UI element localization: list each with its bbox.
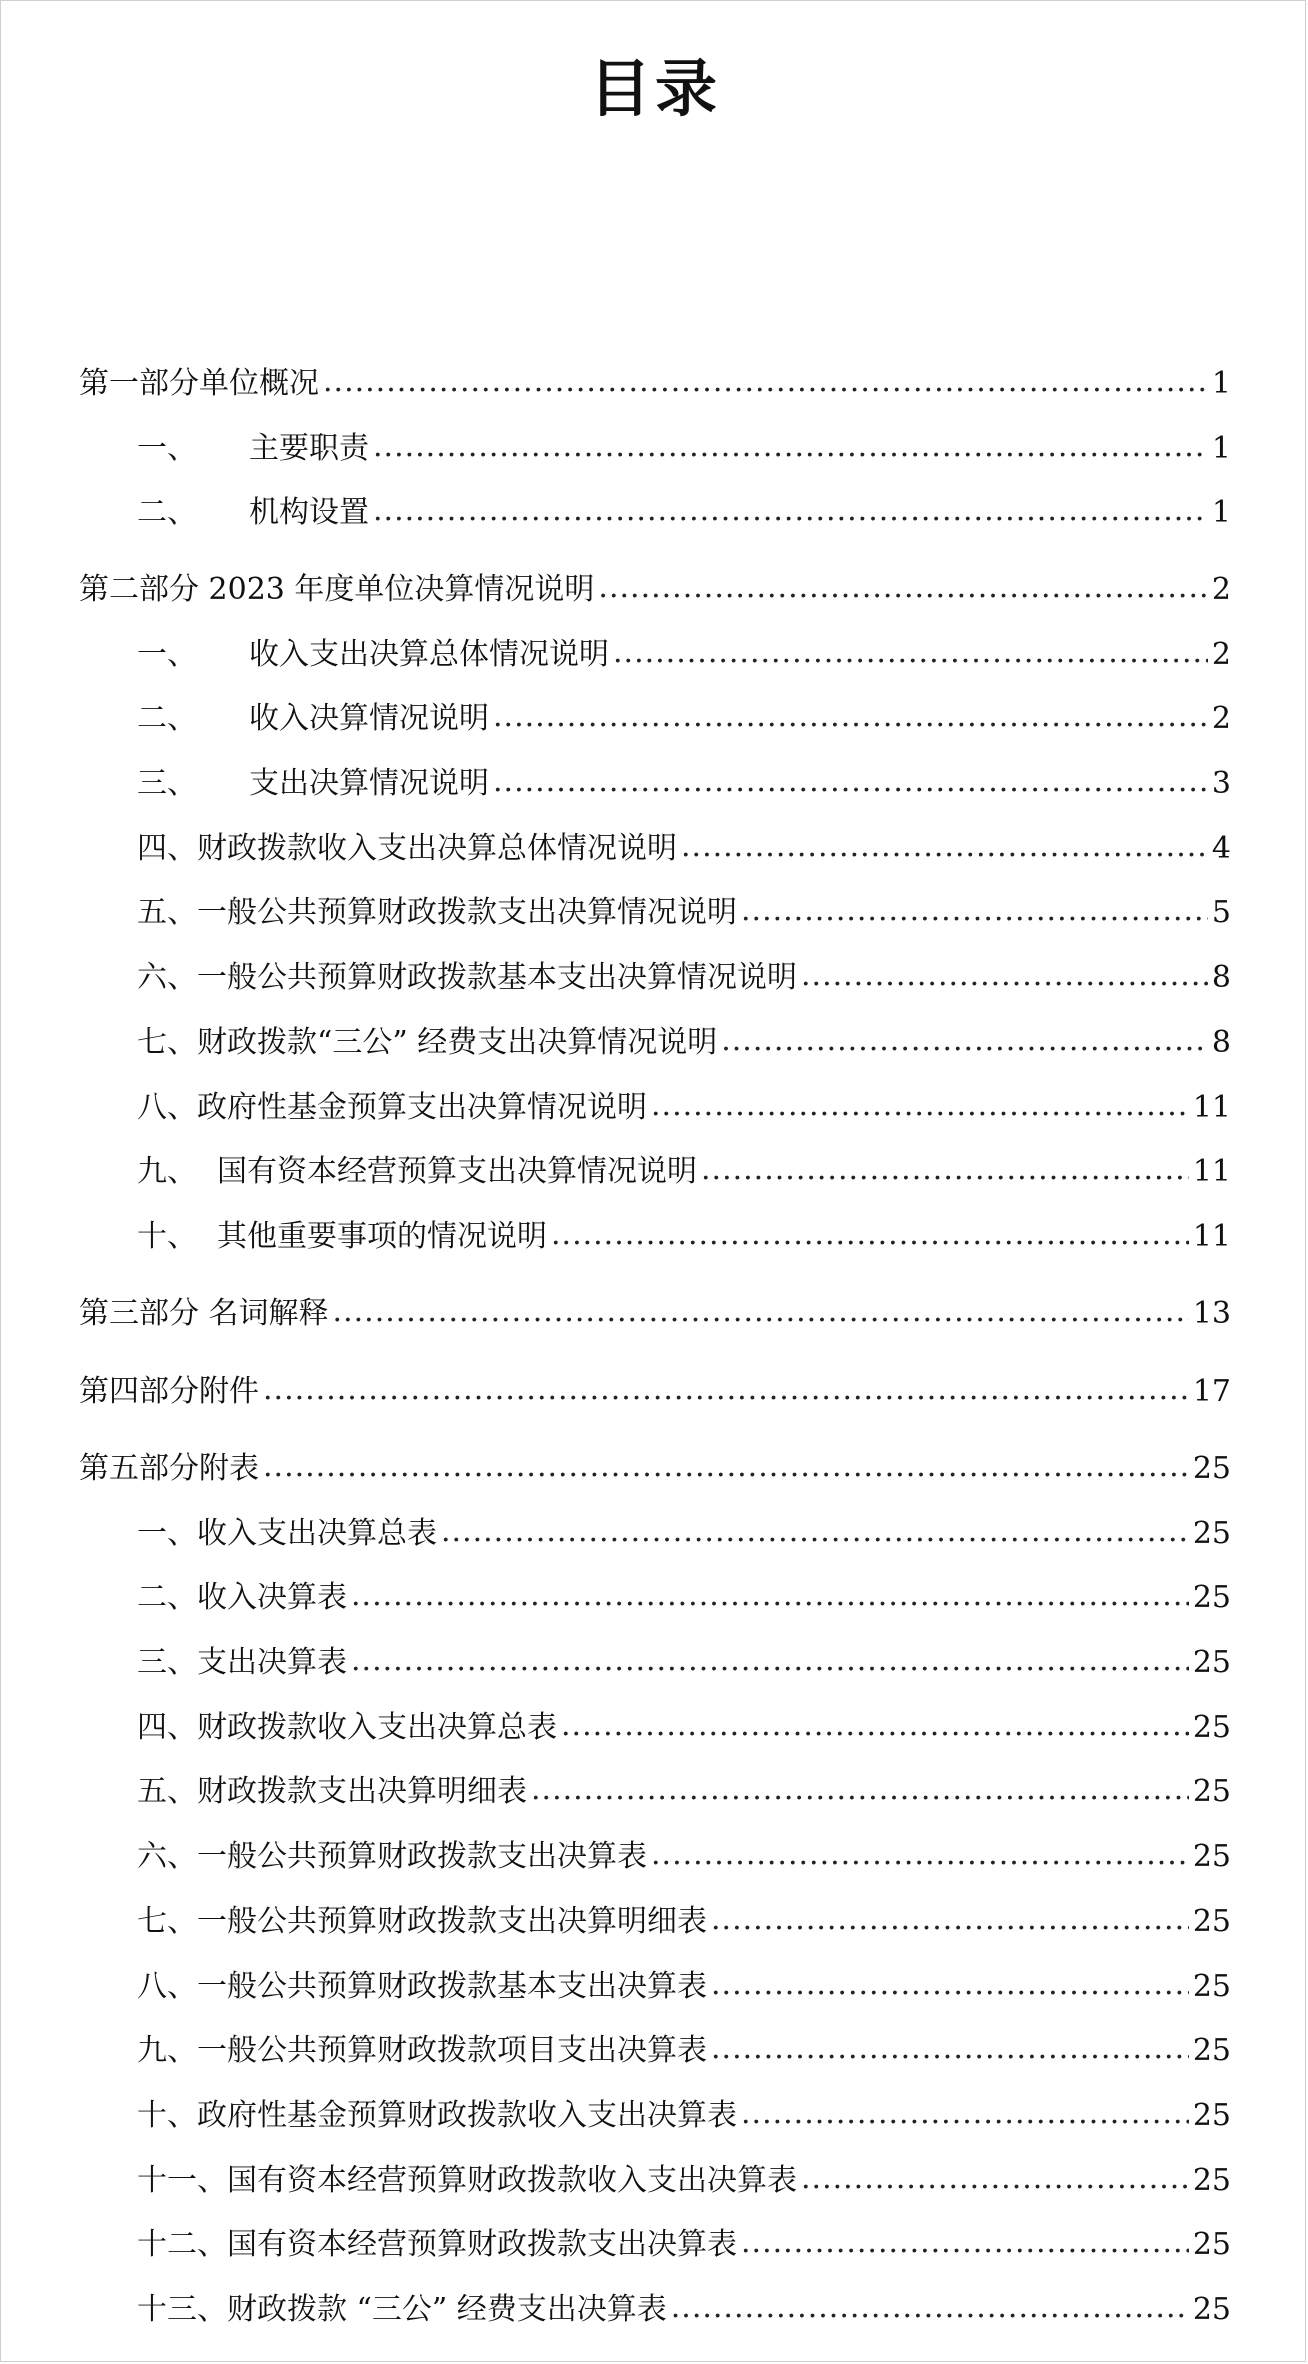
toc-page-number: 5	[1211, 895, 1231, 930]
toc-entry-text: 支出决算表	[197, 1645, 347, 1680]
toc-page-number: 1	[1211, 495, 1231, 530]
toc-page-number: 25	[1192, 2163, 1231, 2198]
toc-entry-label	[137, 1640, 347, 1686]
toc-entry-label	[137, 490, 369, 536]
toc-dot-leader	[711, 1962, 1189, 2008]
toc-entry-number: 十、	[137, 2098, 197, 2133]
toc-entry-text: 财政拨款支出决算明细表	[197, 1774, 527, 1809]
toc-page-number: 2	[1211, 701, 1231, 736]
toc-entry-number: 六、	[137, 960, 197, 995]
toc-entry-text: 财政拨款收入支出决算总体情况说明	[197, 831, 677, 866]
toc-page-number: 11	[1192, 1090, 1231, 1125]
toc-entry-number: 一、	[137, 1516, 197, 1551]
toc-entry-number: 三、	[137, 1645, 197, 1680]
toc-page-number: 25	[1192, 1774, 1231, 1809]
toc-dot-leader	[373, 424, 1208, 470]
toc-entry-label	[137, 761, 489, 807]
toc-entry-number: 八、	[137, 1090, 197, 1125]
toc-page-number: 25	[1192, 1904, 1231, 1939]
toc-entry-number: 九、	[137, 2033, 197, 2068]
toc-entry[interactable]	[79, 1369, 1231, 1415]
toc-entry-number: 一、	[137, 431, 197, 466]
toc-entry-label	[137, 2028, 707, 2074]
toc-entry-label	[137, 2093, 737, 2139]
toc-entry[interactable]	[137, 1834, 1231, 1880]
toc-entry-number: 一、	[137, 637, 197, 672]
toc-page-number: 1	[1211, 431, 1231, 466]
toc-dot-leader	[551, 1212, 1189, 1258]
toc-entry-text: 第一部分单位概况	[79, 366, 319, 401]
toc-entry[interactable]	[137, 1899, 1231, 1945]
toc-entry-number: 十、	[137, 1219, 197, 1254]
toc-entry-label	[79, 1446, 259, 1492]
toc-page-number: 25	[1192, 2292, 1231, 2327]
toc-entry[interactable]	[137, 632, 1231, 678]
toc-entry-text: 财政拨款收入支出决算总表	[197, 1710, 557, 1745]
toc-dot-leader	[323, 359, 1208, 405]
toc-entry[interactable]	[79, 361, 1231, 407]
toc-entry[interactable]	[79, 1446, 1231, 1492]
toc-dot-leader	[711, 1897, 1189, 1943]
toc-page-number: 2	[1211, 572, 1231, 607]
toc-entry-label	[137, 1214, 547, 1260]
toc-entry-label	[137, 955, 797, 1001]
toc-entry[interactable]	[137, 1214, 1231, 1260]
toc-entry-label	[137, 1020, 717, 1066]
toc-dot-leader	[741, 2220, 1189, 2266]
toc-entry-text: 第四部分附件	[79, 1374, 259, 1409]
toc-dot-leader	[263, 1444, 1189, 1490]
toc-entry-number: 四、	[137, 831, 197, 866]
toc-entry-label	[137, 1575, 347, 1621]
toc-entry-text: 第五部分附表	[79, 1451, 259, 1486]
toc-entry-label	[137, 1149, 697, 1195]
toc-entry-number: 十二、	[137, 2227, 227, 2262]
toc-entry-text: 政府性基金预算支出决算情况说明	[197, 1090, 647, 1125]
toc-page-number: 17	[1192, 1374, 1231, 1409]
toc-dot-leader	[351, 1638, 1189, 1684]
toc-entry-text: 第三部分 名词解释	[79, 1296, 329, 1331]
toc-entry-label	[79, 1369, 259, 1415]
toc-entry-text: 政府性基金预算财政拨款收入支出决算表	[197, 2098, 737, 2133]
toc-page-number: 25	[1192, 1710, 1231, 1745]
toc-entry-text: 收入决算表	[197, 1580, 347, 1615]
toc-entry[interactable]	[137, 826, 1231, 872]
toc-entry-number: 五、	[137, 895, 197, 930]
toc-entry-number: 二、	[137, 701, 197, 736]
toc-entry[interactable]	[137, 2028, 1231, 2074]
toc-entry[interactable]	[137, 2158, 1231, 2204]
toc-dot-leader	[493, 759, 1208, 805]
toc-dot-leader	[561, 1703, 1189, 1749]
toc-entry-label	[137, 426, 369, 472]
toc-entry-label	[137, 1769, 527, 1815]
toc-entry-text: 第二部分 2023 年度单位决算情况说明	[79, 572, 595, 607]
toc-entry[interactable]	[137, 890, 1231, 936]
toc-entry-text: 财政拨款 “三公” 经费支出决算表	[227, 2292, 667, 2327]
toc-entry-text: 一般公共预算财政拨款项目支出决算表	[197, 2033, 707, 2068]
toc-entry[interactable]	[79, 1291, 1231, 1337]
toc-dot-leader	[351, 1573, 1189, 1619]
toc-entry-number: 二、	[137, 1580, 197, 1615]
toc-entry[interactable]	[137, 2093, 1231, 2139]
toc-entry-number: 四、	[137, 1710, 197, 1745]
toc-dot-leader	[263, 1367, 1189, 1413]
toc-entry[interactable]	[137, 2287, 1231, 2333]
toc-entry-label	[137, 1964, 707, 2010]
page-title: 目录	[588, 52, 721, 125]
toc-dot-leader	[741, 2091, 1189, 2137]
toc-entry-label	[137, 1511, 437, 1557]
toc-dot-leader	[701, 1147, 1189, 1193]
toc-dot-leader	[531, 1767, 1189, 1813]
toc-entry-number: 九、	[137, 1154, 197, 1189]
toc-entry-text: 支出决算情况说明	[249, 766, 489, 801]
toc-entry[interactable]	[137, 955, 1231, 1001]
toc-entry[interactable]	[137, 1149, 1231, 1195]
toc-entry-number: 五、	[137, 1774, 197, 1809]
toc-entry-text: 一般公共预算财政拨款支出决算明细表	[197, 1904, 707, 1939]
toc-entry[interactable]	[137, 1085, 1231, 1131]
toc-dot-leader	[741, 888, 1208, 934]
toc-dot-leader	[441, 1509, 1189, 1555]
toc-dot-leader	[613, 630, 1208, 676]
toc-entry-label	[79, 567, 594, 613]
toc-entry-label	[137, 890, 737, 936]
toc-entry-text: 收入决算情况说明	[249, 701, 489, 736]
toc-dot-leader	[598, 565, 1207, 611]
toc-page-number: 25	[1192, 2033, 1231, 2068]
toc-entry[interactable]	[137, 1769, 1231, 1815]
toc-entry-number: 七、	[137, 1904, 197, 1939]
toc-entry[interactable]	[137, 761, 1231, 807]
toc-entry[interactable]	[137, 1020, 1231, 1066]
toc-page-number: 25	[1192, 2098, 1231, 2133]
toc-entry-label	[79, 361, 319, 407]
toc-entry-label	[137, 1705, 557, 1751]
toc-page-number: 25	[1192, 1645, 1231, 1680]
toc-entry[interactable]	[79, 567, 1231, 613]
toc-entry-text: 一般公共预算财政拨款基本支出决算表	[197, 1969, 707, 2004]
toc-page-number: 25	[1192, 1969, 1231, 2004]
toc-page-number: 11	[1192, 1154, 1231, 1189]
toc-entry-label	[137, 1834, 647, 1880]
toc-entry-text: 主要职责	[249, 431, 369, 466]
toc-entry-text: 一般公共预算财政拨款基本支出决算情况说明	[197, 960, 797, 995]
toc-entry[interactable]	[137, 1705, 1231, 1751]
toc-dot-leader	[493, 694, 1208, 740]
toc-entry[interactable]	[137, 1964, 1231, 2010]
toc-entry-label	[137, 2287, 667, 2333]
toc-entry-text: 一般公共预算财政拨款支出决算表	[197, 1839, 647, 1874]
toc-entry-label	[137, 632, 609, 678]
toc-entry-label	[137, 696, 489, 742]
toc-page-number: 25	[1192, 1451, 1231, 1486]
toc-entry[interactable]	[137, 490, 1231, 536]
toc-entry-number: 十三、	[137, 2292, 227, 2327]
toc-page-number: 4	[1211, 831, 1231, 866]
toc-page-number: 11	[1192, 1219, 1231, 1254]
toc-page-number: 1	[1211, 366, 1231, 401]
toc-entry-text: 机构设置	[249, 495, 369, 530]
toc-entry-text: 财政拨款“三公” 经费支出决算情况说明	[197, 1025, 718, 1060]
toc-entry[interactable]	[137, 2222, 1231, 2268]
toc-page-number: 25	[1192, 1839, 1231, 1874]
toc-page-number: 25	[1192, 2227, 1231, 2262]
toc-page-number: 8	[1211, 960, 1231, 995]
toc-page-number: 8	[1211, 1025, 1231, 1060]
toc-dot-leader	[333, 1289, 1189, 1335]
toc-entry-number: 十一、	[137, 2163, 227, 2198]
toc-entry-label	[137, 2158, 797, 2204]
toc-entry[interactable]	[137, 1640, 1231, 1686]
toc-entry-label	[137, 1899, 707, 1945]
toc-entry-text: 国有资本经营预算财政拨款支出决算表	[227, 2227, 737, 2262]
toc-entry-number: 七、	[137, 1025, 197, 1060]
toc-dot-leader	[681, 824, 1208, 870]
toc-page-number: 25	[1192, 1516, 1231, 1551]
toc-entry-text: 国有资本经营预算财政拨款收入支出决算表	[227, 2163, 797, 2198]
toc-entry-label	[137, 1085, 647, 1131]
toc-dot-leader	[651, 1083, 1189, 1129]
toc-entry-label	[137, 2222, 737, 2268]
toc-entry[interactable]	[137, 426, 1231, 472]
toc-dot-leader	[711, 2026, 1189, 2072]
toc-dot-leader	[801, 953, 1208, 999]
toc-entry-number: 六、	[137, 1839, 197, 1874]
toc-dot-leader	[801, 2156, 1189, 2202]
toc-entry[interactable]	[137, 1511, 1231, 1557]
toc-dot-leader	[671, 2285, 1189, 2331]
toc-dot-leader	[651, 1832, 1189, 1878]
toc-entry-label	[79, 1291, 329, 1337]
toc-entry-text: 收入支出决算总体情况说明	[249, 637, 609, 672]
toc-entry-number: 八、	[137, 1969, 197, 2004]
toc-entry[interactable]	[137, 1575, 1231, 1621]
toc-entry-label	[137, 826, 677, 872]
toc-entry-number: 二、	[137, 495, 197, 530]
toc-page-number: 3	[1211, 766, 1231, 801]
toc-page-number: 13	[1192, 1296, 1231, 1331]
toc-page-number: 2	[1211, 637, 1231, 672]
toc-dot-leader	[721, 1018, 1208, 1064]
toc-entry[interactable]	[137, 696, 1231, 742]
toc-entry-text: 收入支出决算总表	[197, 1516, 437, 1551]
toc-page-number: 25	[1192, 1580, 1231, 1615]
toc-dot-leader	[373, 488, 1208, 534]
toc-entry-text: 一般公共预算财政拨款支出决算情况说明	[197, 895, 737, 930]
toc-entry-number: 三、	[137, 766, 197, 801]
toc-entry-text: 其他重要事项的情况说明	[217, 1219, 547, 1254]
toc-entry-text: 国有资本经营预算支出决算情况说明	[217, 1154, 697, 1189]
